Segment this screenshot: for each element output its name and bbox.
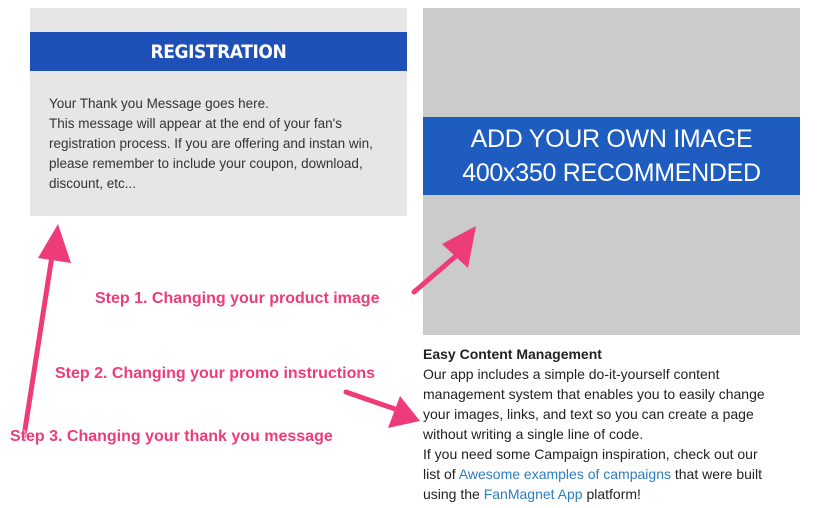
body-line: without writing a single line of code.: [423, 426, 644, 442]
step2-arrow: [346, 392, 420, 428]
thank-you-line: This message will appear at the end of your fan's: [49, 116, 342, 131]
body-text: that were built: [670, 466, 763, 482]
step3-arrow: [24, 224, 71, 436]
thank-you-line: Your Thank you Message goes here.: [49, 96, 269, 111]
thank-you-line: please remember to include your coupon, download,: [49, 156, 363, 171]
registration-title: REGISTRATION: [150, 40, 287, 63]
image-placeholder-line1: ADD YOUR OWN IMAGE: [470, 125, 753, 153]
step1-arrow: [414, 226, 476, 292]
section-heading: Easy Content Management: [423, 346, 602, 362]
body-line: management system that enables you to easily change: [423, 386, 765, 402]
campaign-examples-link[interactable]: Awesome examples of campaigns: [458, 466, 671, 482]
step3-label: Step 3. Changing your thank you message: [10, 428, 333, 445]
fanmagnet-app-link[interactable]: FanMagnet App: [483, 486, 583, 502]
image-placeholder-line2: 400x350 RECOMMENDED: [462, 159, 761, 187]
body-text: platform!: [582, 486, 641, 502]
step1-label: Step 1. Changing your product image: [95, 290, 380, 307]
thank-you-line: registration process. If you are offering and instan win,: [49, 136, 373, 151]
body-line: your images, links, and text so you can create a page: [423, 406, 754, 422]
body-text: list of: [423, 466, 459, 482]
body-line: Our app includes a simple do-it-yourself content: [423, 366, 720, 382]
thank-you-line: discount, etc...: [49, 176, 137, 191]
step2-label: Step 2. Changing your promo instructions: [55, 365, 376, 382]
body-line: If you need some Campaign inspiration, check out our: [423, 446, 758, 462]
body-text: using the: [423, 486, 484, 502]
